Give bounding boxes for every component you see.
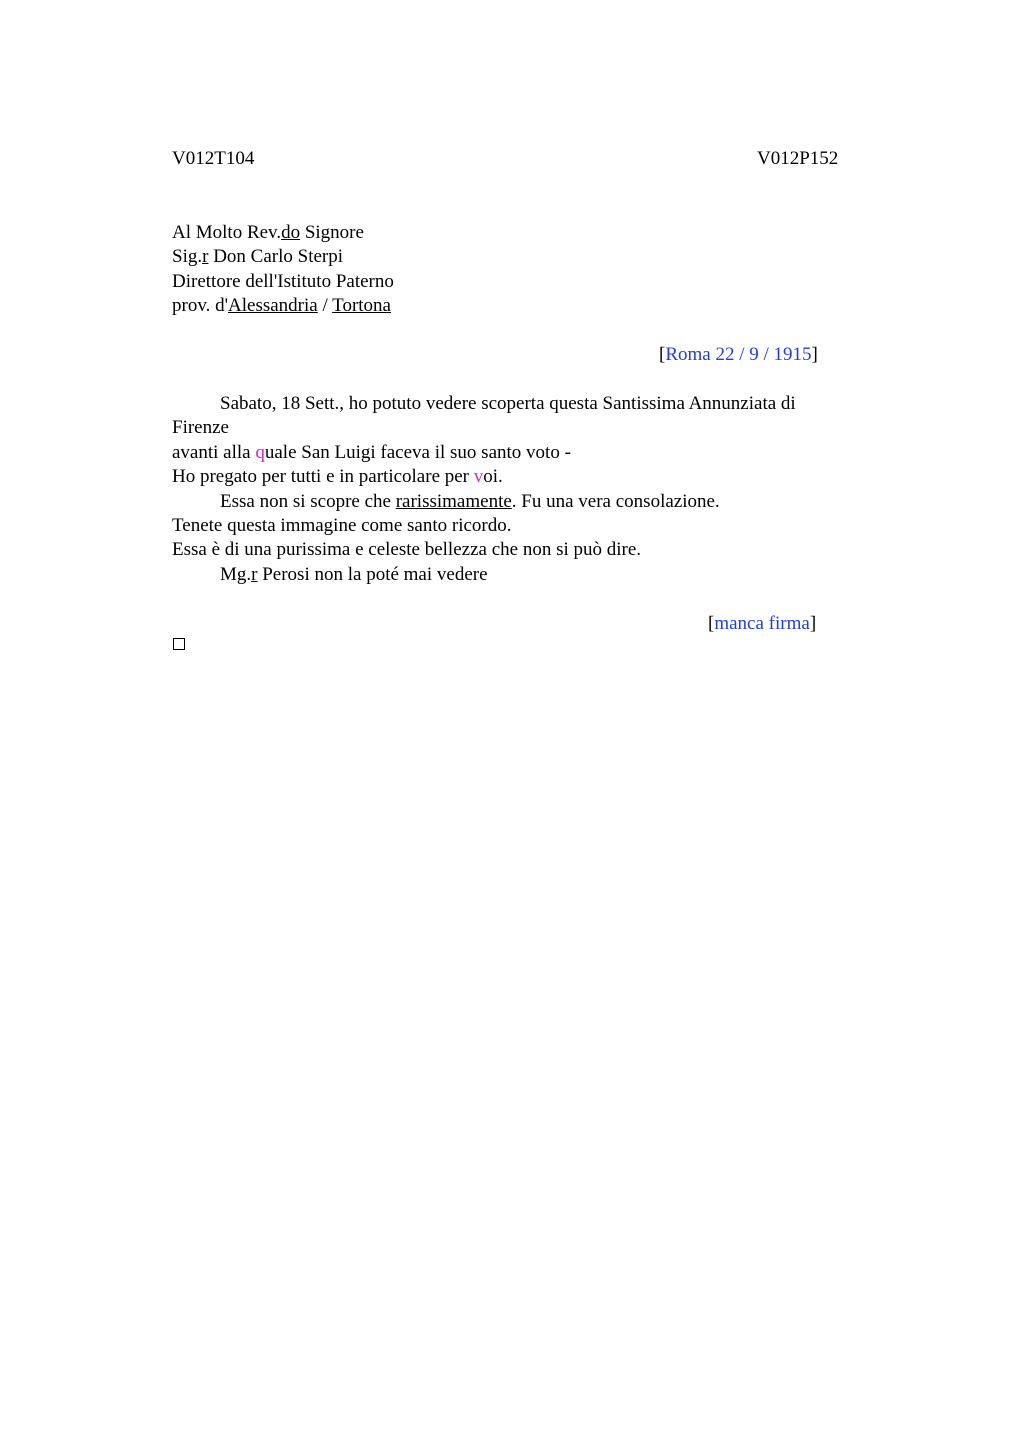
signature-note-text: manca firma xyxy=(714,613,810,634)
body-p3-line-1-pre: Mg. xyxy=(220,564,252,585)
body-p2-line-1 xyxy=(220,492,720,511)
address-line-3: Direttore dell'Istituto Paterno xyxy=(172,271,394,292)
date-text: Roma 22 / 9 / 1915 xyxy=(665,344,812,365)
date-open-bracket: [ xyxy=(659,344,666,365)
address-line-1-abbrev: do xyxy=(281,222,301,243)
letter-date xyxy=(659,345,818,364)
body-p2-line-1-post: . Fu una vera consolazione. xyxy=(511,491,720,512)
body-p2-line-3: Essa è di una purissima e celeste bellezza che non si può dire. xyxy=(172,539,642,560)
address-line-2 xyxy=(172,247,343,266)
header-left-code: V012T104 xyxy=(172,148,255,169)
body-p1-line-3-correction: q xyxy=(255,442,265,463)
body-p3-line-1 xyxy=(220,565,488,584)
body-p1-line-4 xyxy=(172,467,503,486)
body-p3-line-1-abbrev: r xyxy=(251,564,258,585)
body-p1-line-4-post: oi. xyxy=(483,466,503,487)
body-p1-line-2: Firenze xyxy=(172,417,229,438)
address-line-4 xyxy=(172,296,391,315)
address-city: Tortona xyxy=(332,295,391,316)
body-p3-line-1-post: Perosi non la poté mai vedere xyxy=(257,564,488,585)
address-line-1-pre: Al Molto Rev. xyxy=(172,222,282,243)
signature-note xyxy=(708,614,816,633)
address-line-2-abbrev: r xyxy=(202,246,209,267)
body-p1-line-1: Sabato, 18 Sett., ho potuto vedere scoperta questa Santissima Annunziata di xyxy=(220,393,796,414)
signature-open-bracket: [ xyxy=(708,613,715,634)
address-line-2-pre: Sig. xyxy=(172,246,203,267)
body-p2-line-1-pre: Essa non si scopre che xyxy=(220,491,396,512)
body-p1-line-4-correction: v xyxy=(473,466,484,487)
signature-close-bracket: ] xyxy=(809,613,817,634)
body-p1-line-3 xyxy=(172,443,571,462)
body-p2-line-1-underlined: rarissimamente xyxy=(395,491,512,512)
body-p1-line-3-post: uale San Luigi faceva il suo santo voto - xyxy=(264,442,571,463)
body-p2-line-2: Tenete questa immagine come santo ricordo. xyxy=(172,515,512,536)
address-line-2-post: Don Carlo Sterpi xyxy=(208,246,344,267)
header-right-code: V012P152 xyxy=(757,148,839,169)
address-line-4-pre: prov. d' xyxy=(172,295,229,316)
empty-square-icon xyxy=(173,638,185,650)
address-line-1 xyxy=(172,223,364,242)
address-line-1-post: Signore xyxy=(300,222,364,243)
body-p1-line-3-pre: avanti alla xyxy=(172,442,256,463)
body-p1-line-4-pre: Ho pregato per tutti e in particolare per xyxy=(172,466,474,487)
address-province: Alessandria xyxy=(228,295,318,316)
address-line-4-separator: / xyxy=(317,295,333,316)
date-close-bracket: ] xyxy=(811,344,818,365)
